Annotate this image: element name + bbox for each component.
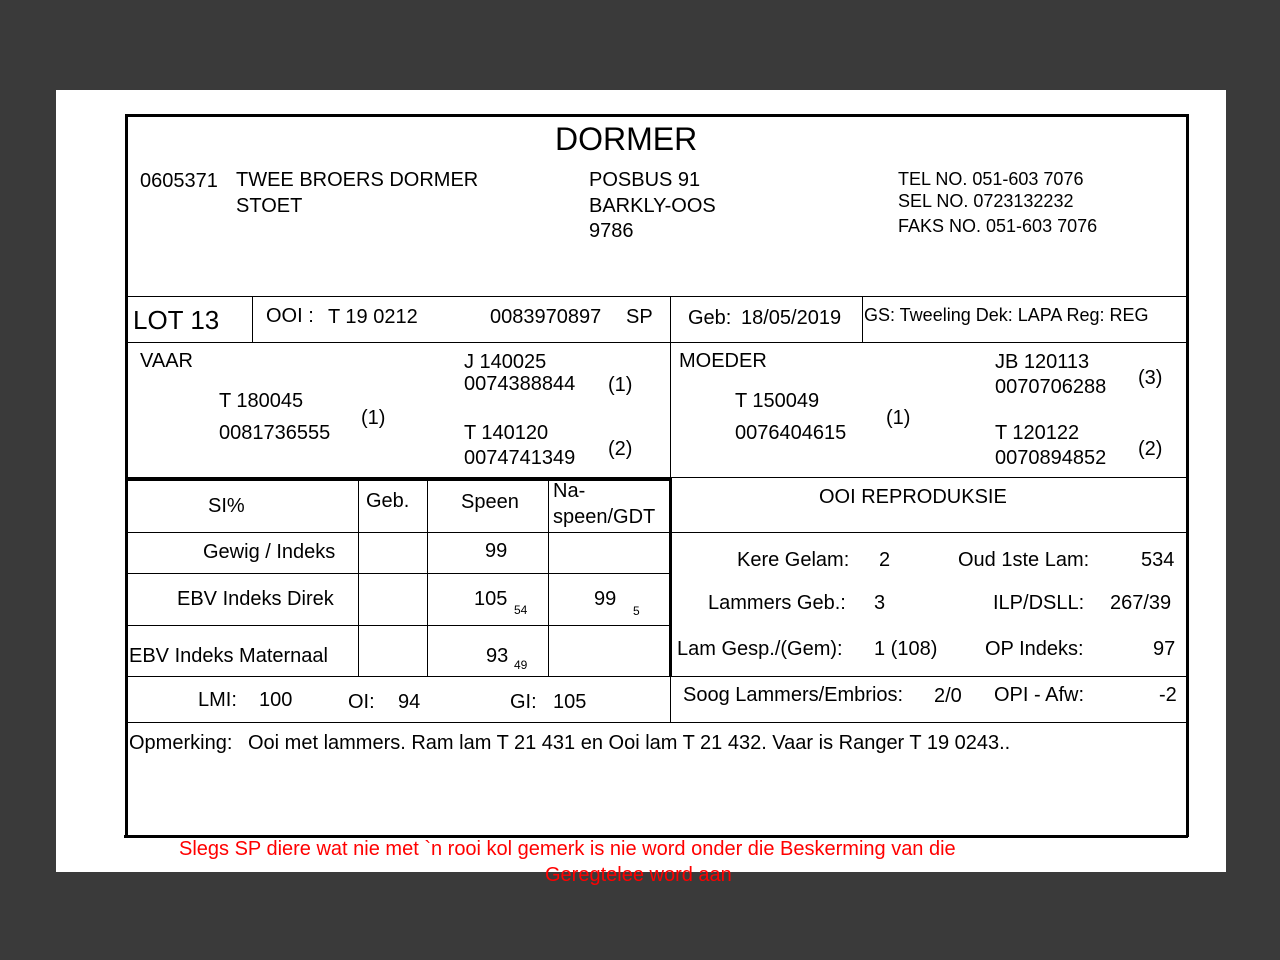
moeder-dam-id: 0070894852 bbox=[995, 447, 1107, 469]
frame-top bbox=[126, 114, 1188, 117]
divider-row1 bbox=[128, 573, 671, 574]
tel-number: TEL NO. 051-603 7076 bbox=[898, 169, 1084, 189]
moeder-sire-count: (3) bbox=[1138, 367, 1163, 389]
breeder-name-line-2: STOET bbox=[236, 195, 303, 217]
grade-badge: SP bbox=[626, 306, 653, 328]
divider-lot-col bbox=[252, 296, 253, 342]
row-direk-speen: 105 bbox=[474, 588, 508, 610]
frame-right bbox=[1186, 114, 1189, 837]
row-maternaal-speen-accuracy: 49 bbox=[514, 658, 528, 672]
divider-header bbox=[128, 296, 1186, 297]
gs-info: GS: Tweeling Dek: LAPA Reg: REG bbox=[864, 305, 1149, 325]
lam-gesp-value: 1 (108) bbox=[874, 638, 938, 660]
id-number: 0083970897 bbox=[490, 306, 602, 328]
kere-gelam-label: Kere Gelam: bbox=[737, 549, 850, 571]
vaar-id: 0081736555 bbox=[219, 422, 331, 444]
table-right-border bbox=[669, 478, 672, 677]
ooi-tag: T 19 0212 bbox=[328, 306, 418, 328]
moeder-dam-tag: T 120122 bbox=[995, 422, 1080, 444]
moeder-sire-tag: JB 120113 bbox=[995, 351, 1090, 373]
row-direk-speen-accuracy: 54 bbox=[514, 603, 528, 617]
vaar-sire-tag: J 140025 bbox=[464, 351, 547, 373]
moeder-dam-count: (2) bbox=[1138, 438, 1163, 460]
row-gewig-label: Gewig / Indeks bbox=[203, 541, 336, 563]
soog-lammers-label: Soog Lammers/Embrios: bbox=[683, 684, 904, 706]
oi-value: 94 bbox=[398, 691, 421, 713]
soog-lammers-value: 2/0 bbox=[934, 685, 962, 707]
geb-label: Geb: bbox=[688, 307, 732, 329]
divider-speen-naspeen bbox=[548, 480, 549, 676]
remark-label: Opmerking: bbox=[129, 732, 233, 754]
faks-number: FAKS NO. 051-603 7076 bbox=[898, 216, 1098, 236]
lmi-label: LMI: bbox=[198, 689, 237, 711]
op-indeks-value: 97 bbox=[1153, 638, 1176, 660]
vaar-dam-count: (2) bbox=[608, 438, 633, 460]
address-line-2: BARKLY-OOS bbox=[589, 195, 716, 217]
moeder-tag: T 150049 bbox=[735, 390, 820, 412]
divider-geb-speen bbox=[427, 480, 428, 676]
oud-1ste-lam-label: Oud 1ste Lam: bbox=[958, 549, 1090, 571]
ilp-dsll-value: 267/39 bbox=[1110, 592, 1172, 614]
lot-number: LOT 13 bbox=[133, 305, 220, 335]
sp-warning: Slegs SP diere wat nie met `n rooi kol gemerk is nie word onder die Beskerming van die bbox=[179, 838, 956, 860]
vaar-tag: T 180045 bbox=[219, 390, 304, 412]
lmi-value: 100 bbox=[259, 689, 293, 711]
geb-header: Geb. bbox=[366, 490, 410, 512]
si-header: SI% bbox=[208, 495, 245, 517]
table-top-border bbox=[128, 478, 671, 481]
remark-text: Ooi met lammers. Ram lam T 21 431 en Ooi lam T 21 432. Vaar is Ranger T 19 0243.. bbox=[248, 732, 1011, 754]
address-line-3: 9786 bbox=[589, 220, 634, 242]
moeder-count: (1) bbox=[886, 407, 911, 429]
row-direk-naspeen: 99 bbox=[594, 588, 617, 610]
opi-afw-label: OPI - Afw: bbox=[994, 684, 1085, 706]
sp-warning-line-2: Geregtelee word aan bbox=[545, 864, 732, 886]
vaar-dam-id: 0074741349 bbox=[464, 447, 576, 469]
opi-afw-value: -2 bbox=[1159, 684, 1177, 706]
oud-1ste-lam-value: 534 bbox=[1141, 549, 1175, 571]
op-indeks-label: OP Indeks: bbox=[985, 638, 1084, 660]
divider-row2 bbox=[128, 625, 671, 626]
ilp-dsll-label: ILP/DSLL: bbox=[993, 592, 1085, 614]
row-direk-label: EBV Indeks Direk bbox=[177, 588, 334, 610]
moeder-label: MOEDER bbox=[679, 350, 767, 372]
naspeen-header: Na- bbox=[553, 480, 586, 502]
lot-card bbox=[56, 90, 1226, 886]
vaar-dam-tag: T 140120 bbox=[464, 422, 549, 444]
divider-geb-col bbox=[862, 296, 863, 342]
divider-lot bbox=[128, 342, 1186, 343]
row-maternaal-speen: 93 bbox=[486, 645, 509, 667]
row-maternaal-label: EBV Indeks Maternaal bbox=[129, 645, 328, 667]
naspeen-header-line-2: speen/GDT bbox=[553, 506, 656, 528]
divider-table-header-right bbox=[671, 532, 1186, 533]
gi-label: GI: bbox=[510, 691, 537, 713]
breeder-number: 0605371 bbox=[140, 170, 218, 192]
sel-number: SEL NO. 0723132232 bbox=[898, 191, 1074, 211]
reproduction-title: OOI REPRODUKSIE bbox=[819, 486, 1007, 508]
moeder-sire-id: 0070706288 bbox=[995, 376, 1107, 398]
breed-title: DORMER bbox=[555, 121, 698, 157]
gi-value: 105 bbox=[553, 691, 587, 713]
lam-gesp-label: Lam Gesp./(Gem): bbox=[677, 638, 843, 660]
geb-date: 18/05/2019 bbox=[741, 307, 842, 329]
oi-label: OI: bbox=[348, 691, 375, 713]
breeder-name: TWEE BROERS DORMER bbox=[236, 169, 479, 191]
address-line-1: POSBUS 91 bbox=[589, 169, 701, 191]
divider-si-geb bbox=[358, 480, 359, 676]
vaar-sire-id: 0074388844 bbox=[464, 373, 576, 395]
divider-remark bbox=[128, 722, 1186, 723]
lammers-geb-value: 3 bbox=[874, 592, 886, 614]
kere-gelam-value: 2 bbox=[879, 549, 891, 571]
row-gewig-speen: 99 bbox=[485, 540, 508, 562]
divider-row3 bbox=[128, 676, 1186, 677]
vaar-sire-count: (1) bbox=[608, 374, 633, 396]
ooi-label: OOI : bbox=[266, 305, 314, 327]
vaar-count: (1) bbox=[361, 407, 386, 429]
moeder-id: 0076404615 bbox=[735, 422, 847, 444]
vaar-label: VAAR bbox=[140, 350, 193, 372]
row-direk-naspeen-accuracy: 5 bbox=[633, 604, 640, 618]
lammers-geb-label: Lammers Geb.: bbox=[708, 592, 846, 614]
frame-left bbox=[125, 114, 128, 837]
speen-header: Speen bbox=[461, 491, 519, 513]
divider-table-header-left bbox=[128, 532, 671, 533]
